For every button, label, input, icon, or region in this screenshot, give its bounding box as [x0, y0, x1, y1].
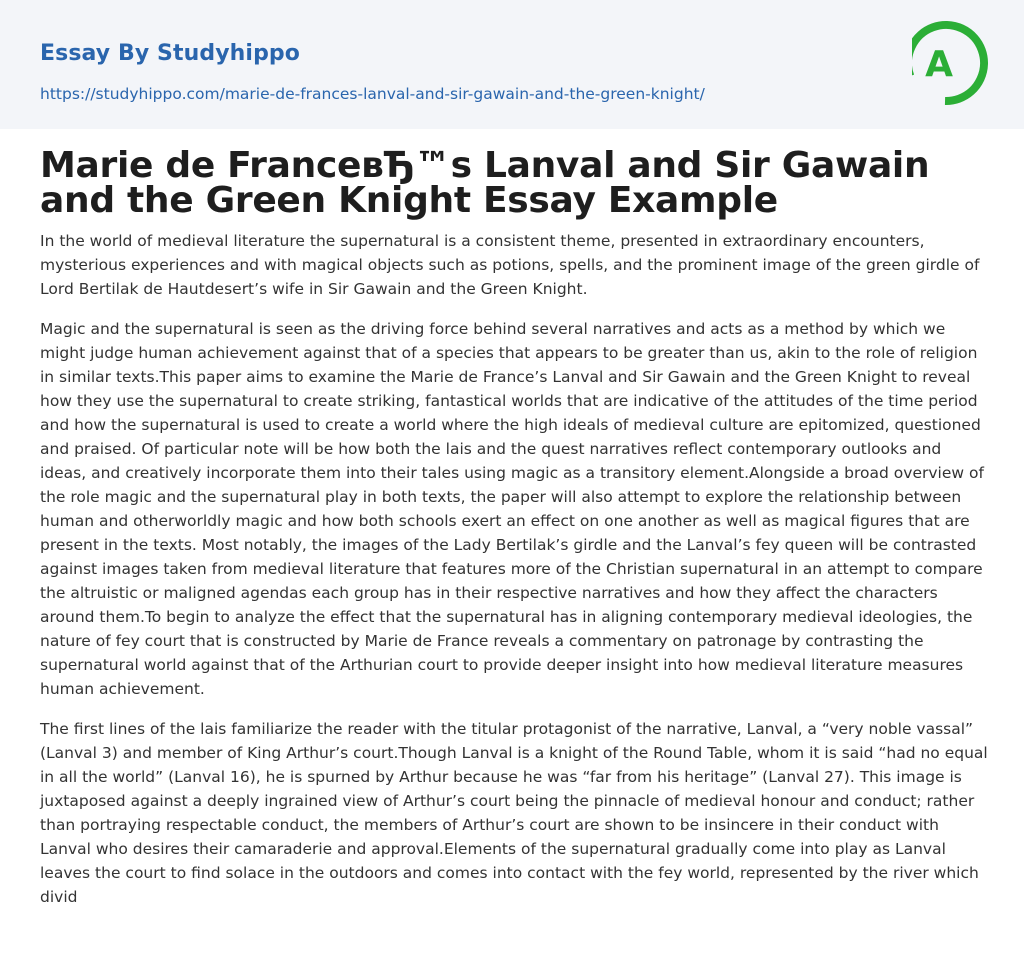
essay-paragraph: In the world of medieval literature the supernatural is a consistent theme, presented in extraordinary encounters, mysterious experiences and with magical objects such as potions, spells, and the prominent image of the green girdle of Lord Bertilak de Hautdesert’s wife in Sir Gawain and the Green Knight. [40, 232, 980, 298]
essay-paragraph: Magic and the supernatural is seen as the driving force behind several narratives and acts as a method by which we might judge human achievement against that of a species that appears to be greater than us, akin to the role of religion in similar texts.This paper aims to examine the Marie de France’s Lanval and Sir Gawain and the Green Knight to reveal how they use the supernatural to create striking, fantastical worlds that are indicative of the attitudes of the time period and how the supernatural is used to create a world where the high ideals of medieval culture are epitomized, questioned and praised. Of particular note will be how both the lais and the quest narratives reflect contemporary outlooks and ideas, and creatively incorporate them into their tales using magic as a transitory element.Alongside a broad overview of the role magic and the supernatural play in both texts, the paper will also attempt to explore the relationship between human and otherworldly magic and how both schools exert an effect on one another as well as magical figures that are present in the texts. Most notably, the images of the Lady Bertilak’s girdle and the Lanval’s fey queen will be contrasted against images taken from medieval literature that features more of the Christian supernatural in an attempt to compare the altruistic or maligned agendas each group has in their respective narratives and how they affect the characters around them.To begin to analyze the effect that the supernatural has in aligning contemporary medieval ideologies, the nature of fey court that is constructed by Marie de France reveals a commentary on patronage by contrasting the supernatural world against that of the Arthurian court to provide deeper insight into how medieval literature measures human achievement. [40, 320, 984, 698]
essay-paragraph: The first lines of the lais familiarize the reader with the titular protagonist of the narrative, Lanval, a “very noble vassal” (Lanval 3) and member of King Arthur’s court.Though Lanval is a knight of the Round Table, whom it is said “had no equal in all the world” (Lanval 16), he is spurned by Arthur because he was “far from his heritage” (Lanval 27). This image is juxtaposed against a deeply ingrained view of Arthur’s court being the pinnacle of medieval honour and conduct; rather than portraying respectable conduct, the members of Arthur’s court are shown to be insincere in their conduct with Lanval who desires their camaraderie and approval.Elements of the supernatural gradually come into play as Lanval leaves the court to find solace in the outdoors and comes into contact with the fey world, represented by the river which divid [40, 720, 988, 906]
site-brand[interactable]: Essay By Studyhippo [40, 41, 300, 66]
logo-ring-icon [912, 19, 988, 107]
site-header [0, 0, 1024, 129]
essay-body [40, 229, 988, 925]
page-title: Marie de FranceвЂ™s Lanval and Sir Gawain and the Green Knight Essay Example [40, 145, 930, 221]
studyhippo-logo[interactable] [912, 19, 988, 107]
logo-letter: A [925, 44, 953, 85]
source-url-link[interactable]: https://studyhippo.com/marie-de-frances-lanval-and-sir-gawain-and-the-green-knight/ [40, 85, 705, 103]
